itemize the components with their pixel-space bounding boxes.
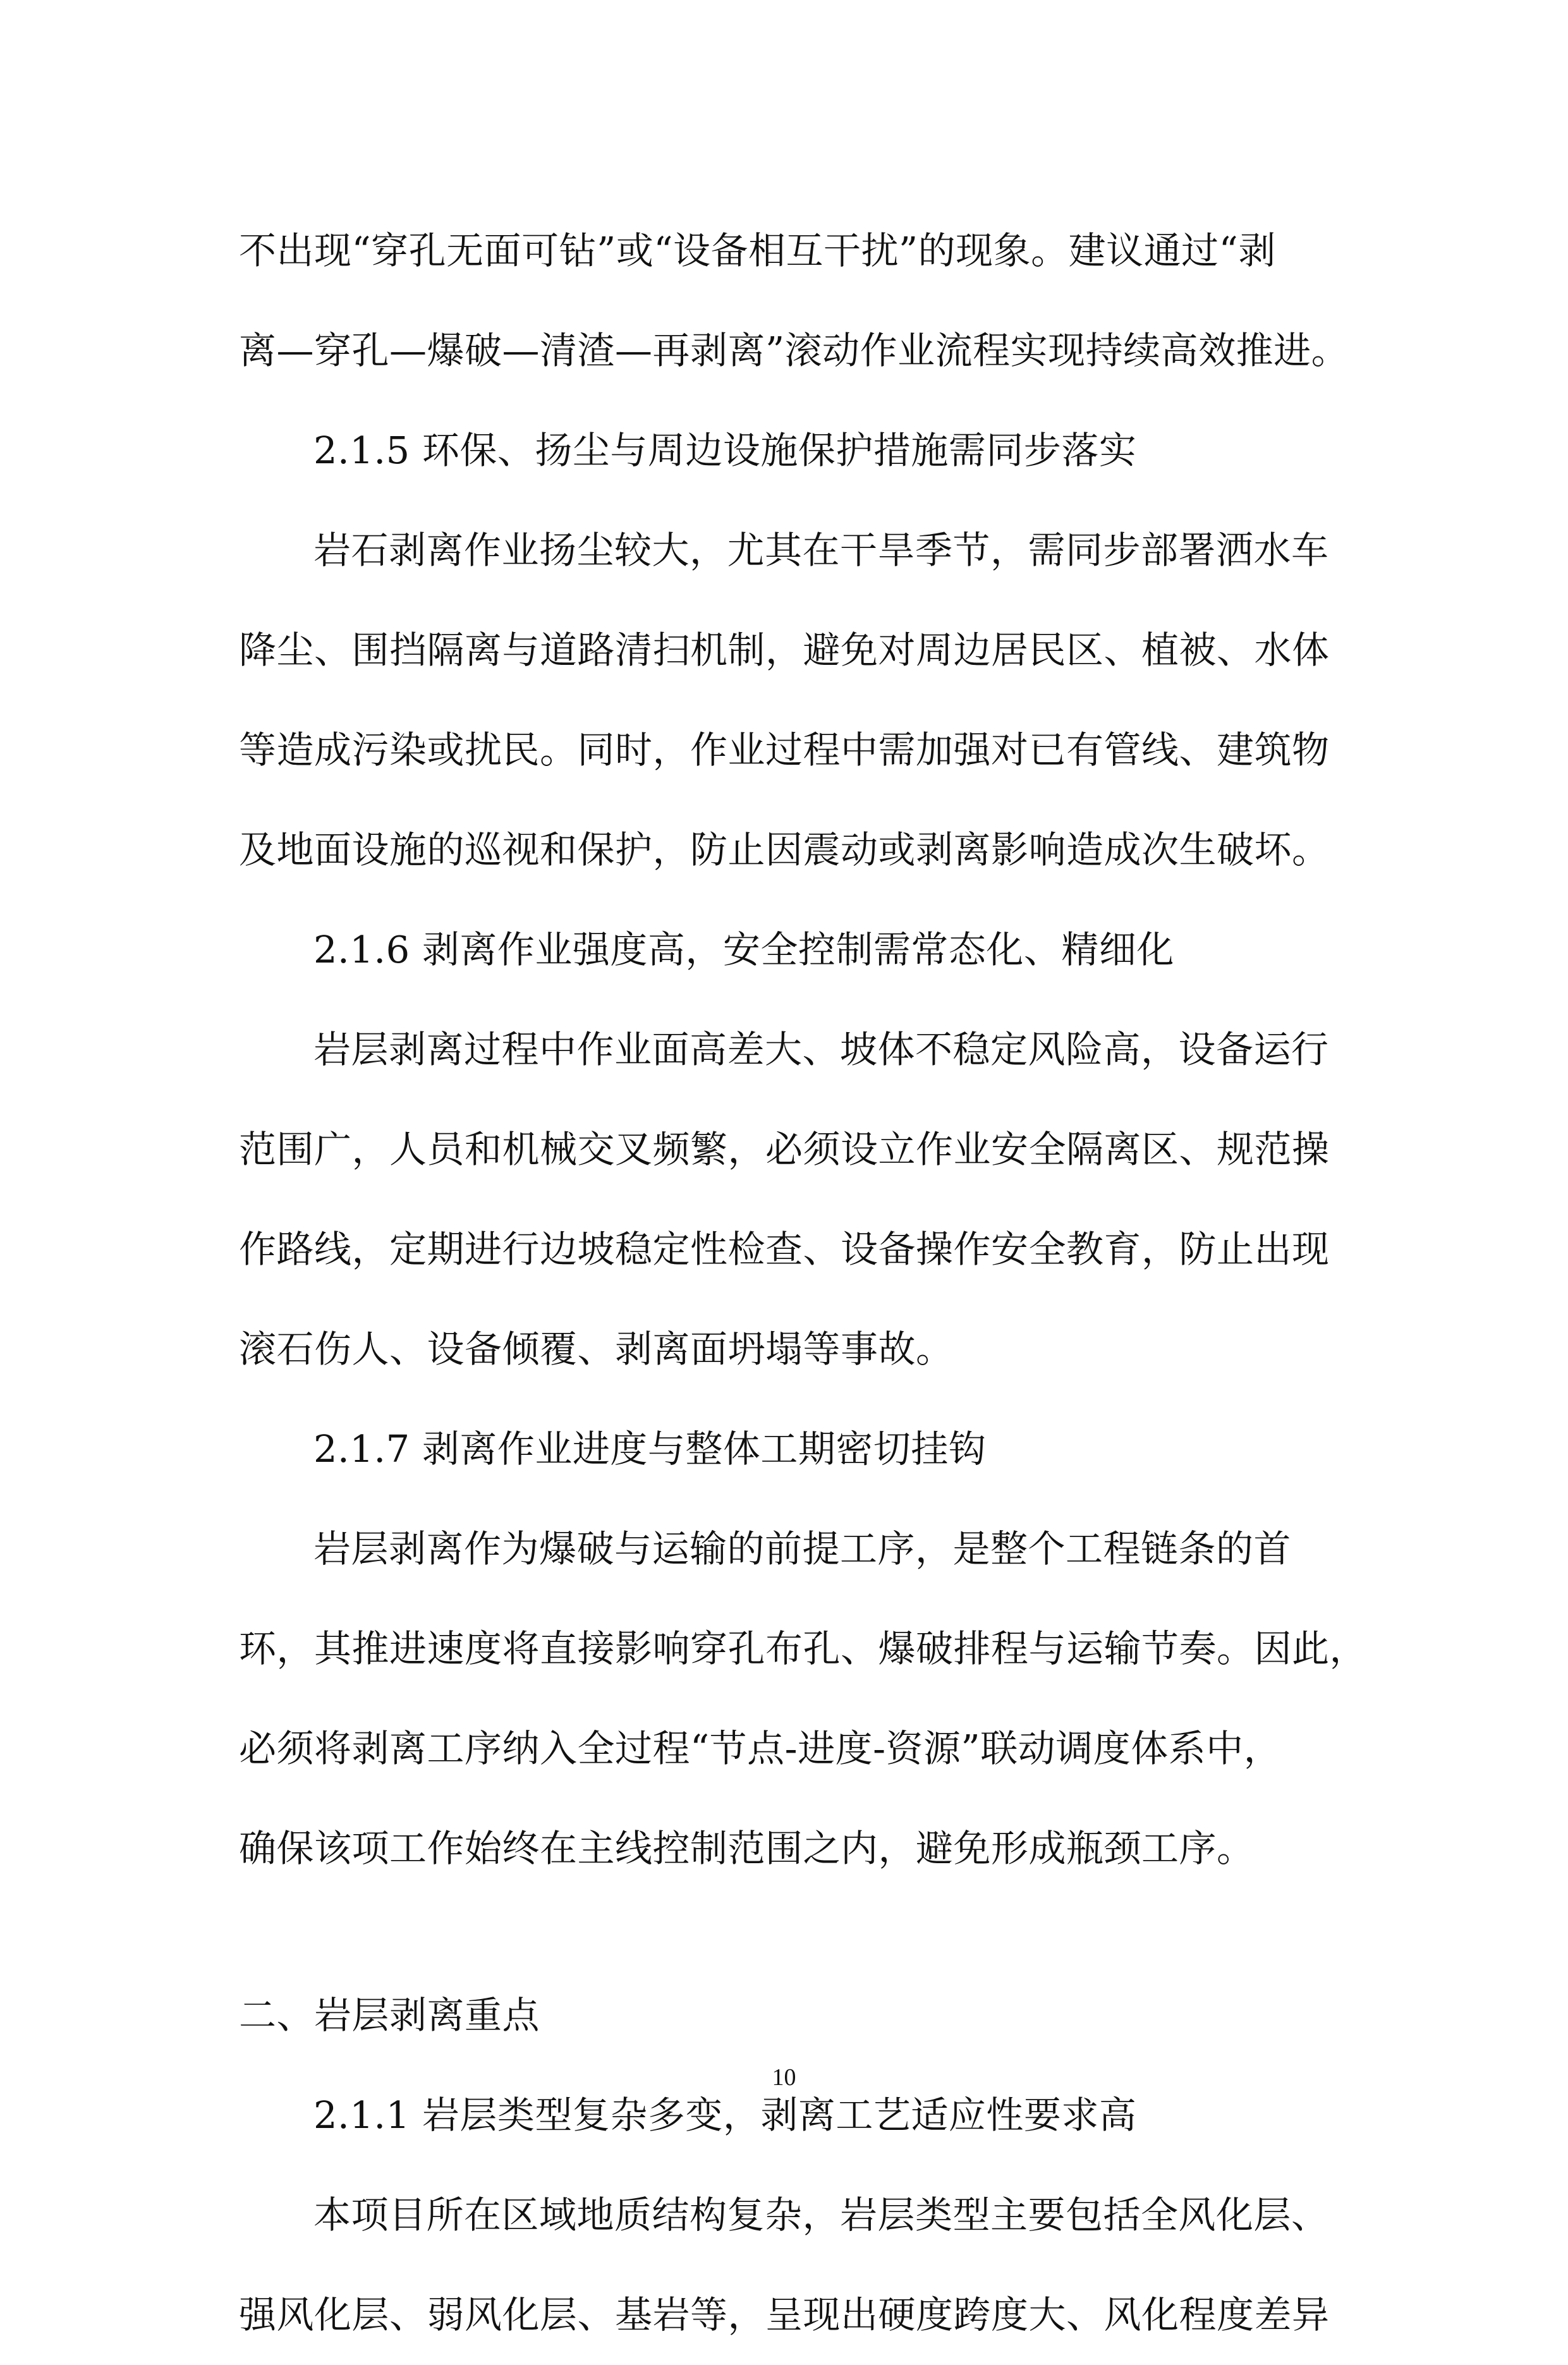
chapter-heading: 二、岩层剥离重点: [239, 1993, 540, 2037]
paragraph-line: 确保该项工作始终在主线控制范围之内，避免形成瓶颈工序。: [239, 1827, 1255, 1870]
section-spacer: [239, 1899, 1334, 1966]
paragraph-line: 岩层剥离作为爆破与运输的前提工序，是整个工程链条的首: [313, 1527, 1292, 1571]
paragraph-line: 范围广，人员和机械交叉频繁，必须设立作业安全隔离区、规范操: [239, 1128, 1330, 1171]
paragraph-line: 离—穿孔—爆破—清渣—再剥离”滚动作业流程实现持续高效推进。: [239, 329, 1349, 372]
paragraph-line: 降尘、围挡隔离与道路清扫机制，避免对周边居民区、植被、水体: [239, 628, 1330, 672]
paragraph-line: 环，其推进速度将直接影响穿孔布孔、爆破排程与运输节奏。因此，: [239, 1627, 1368, 1670]
paragraph-line: 等造成污染或扰民。同时，作业过程中需加强对已有管线、建筑物: [239, 728, 1330, 772]
section-heading-2-1-1: 2.1.1 岩层类型复杂多变，剥离工艺适应性要求高: [313, 2093, 1137, 2137]
paragraph-line: 岩层剥离过程中作业面高差大、坡体不稳定风险高，设备运行: [313, 1028, 1329, 1071]
page-number: 10: [772, 2064, 796, 2091]
paragraph-line: 作路线，定期进行边坡稳定性检查、设备操作安全教育，防止出现: [239, 1227, 1330, 1271]
body-text: [239, 201, 1368, 2365]
section-heading-2-1-7: 2.1.7 剥离作业进度与整体工期密切挂钩: [313, 1427, 987, 1471]
paragraph-line: 必须将剥离工序纳入全过程“节点-进度-资源”联动调度体系中，: [239, 1727, 1282, 1770]
section-heading-2-1-5: 2.1.5 环保、扬尘与周边设施保护措施需同步落实: [313, 429, 1137, 472]
section-heading-2-1-6: 2.1.6 剥离作业强度高，安全控制需常态化、精细化: [313, 928, 1174, 971]
paragraph-line: 本项目所在区域地质结构复杂，岩层类型主要包括全风化层、: [313, 2193, 1329, 2237]
paragraph-line: 强风化层、弱风化层、基岩等，呈现出硬度跨度大、风化程度差异: [239, 2293, 1330, 2337]
paragraph-line: 及地面设施的巡视和保护，防止因震动或剥离影响造成次生破坏。: [239, 828, 1330, 872]
paragraph-line: 不出现“穿孔无面可钻”或“设备相互干扰”的现象。建议通过“剥: [239, 229, 1276, 272]
paragraph-line: 岩石剥离作业扬尘较大，尤其在干旱季节，需同步部署洒水车: [313, 528, 1329, 572]
paragraph-line: 滚石伤人、设备倾覆、剥离面坍塌等事故。: [239, 1327, 954, 1371]
